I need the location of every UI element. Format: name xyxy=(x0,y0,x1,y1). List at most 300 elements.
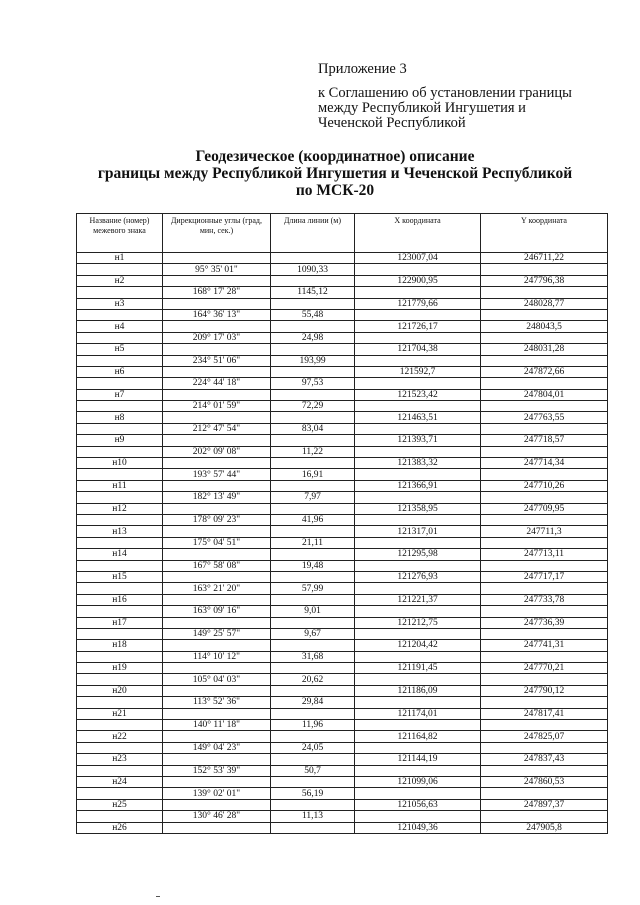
cell-angle xyxy=(163,526,271,537)
cell-angle xyxy=(163,549,271,560)
cell-angle: 95° 35' 01" xyxy=(163,264,271,275)
table-row xyxy=(77,309,608,320)
cell-y xyxy=(481,674,608,685)
cell-length xyxy=(271,822,355,833)
cell-name: н21 xyxy=(77,708,163,719)
cell-name: н12 xyxy=(77,503,163,514)
cell-x: 121523,42 xyxy=(355,389,481,400)
cell-x xyxy=(355,651,481,662)
cell-x xyxy=(355,401,481,412)
cell-length: 97,53 xyxy=(271,378,355,389)
cell-y: 247796,38 xyxy=(481,275,608,286)
cell-length: 1145,12 xyxy=(271,287,355,298)
table-row xyxy=(77,583,608,594)
table-row xyxy=(77,788,608,799)
cell-x: 121099,06 xyxy=(355,776,481,787)
cell-angle: 163° 09' 16" xyxy=(163,606,271,617)
heading-line: границы между Республикой Ингушетия и Чеченской Республикой xyxy=(97,165,573,182)
cell-angle xyxy=(163,731,271,742)
cell-angle xyxy=(163,776,271,787)
cell-angle xyxy=(163,344,271,355)
cell-name: н26 xyxy=(77,822,163,833)
cell-angle xyxy=(163,822,271,833)
table-row xyxy=(77,754,608,765)
table-header-row xyxy=(77,214,608,253)
cell-name: н2 xyxy=(77,275,163,286)
cell-x xyxy=(355,720,481,731)
cell-angle: 178° 09' 23" xyxy=(163,514,271,525)
cell-x: 121726,17 xyxy=(355,321,481,332)
table-row xyxy=(77,321,608,332)
cell-name xyxy=(77,765,163,776)
table-row xyxy=(77,685,608,696)
cell-y: 246711,22 xyxy=(481,253,608,264)
cell-angle: 193° 57' 44" xyxy=(163,469,271,480)
cell-angle: 163° 21' 20" xyxy=(163,583,271,594)
table-row xyxy=(77,355,608,366)
table-row xyxy=(77,412,608,423)
cell-angle: 234° 51' 06" xyxy=(163,355,271,366)
cell-y: 247825,07 xyxy=(481,731,608,742)
cell-name: н7 xyxy=(77,389,163,400)
cell-x xyxy=(355,560,481,571)
cell-y xyxy=(481,423,608,434)
table-row xyxy=(77,628,608,639)
cell-angle: 209° 17' 03" xyxy=(163,332,271,343)
page-mark xyxy=(156,896,160,897)
table-row xyxy=(77,253,608,264)
cell-name: н20 xyxy=(77,685,163,696)
cell-x: 121383,32 xyxy=(355,458,481,469)
cell-x: 121174,01 xyxy=(355,708,481,719)
cell-name: н4 xyxy=(77,321,163,332)
cell-length: 31,68 xyxy=(271,651,355,662)
cell-name xyxy=(77,423,163,434)
cell-angle: 175° 04' 51" xyxy=(163,537,271,548)
cell-angle: 202° 09' 08" xyxy=(163,446,271,457)
cell-angle: 152° 53' 39" xyxy=(163,765,271,776)
cell-name xyxy=(77,720,163,731)
heading-line: по МСК-20 xyxy=(295,182,375,199)
cell-y xyxy=(481,697,608,708)
cell-length xyxy=(271,253,355,264)
cell-length: 72,29 xyxy=(271,401,355,412)
cell-angle xyxy=(163,685,271,696)
cell-name: н17 xyxy=(77,617,163,628)
cell-angle xyxy=(163,458,271,469)
table-row xyxy=(77,480,608,491)
cell-y xyxy=(481,537,608,548)
document-heading xyxy=(60,148,610,199)
cell-length: 50,7 xyxy=(271,765,355,776)
cell-x xyxy=(355,264,481,275)
table-body xyxy=(77,253,608,834)
cell-angle: 212° 47' 54" xyxy=(163,423,271,434)
cell-y xyxy=(481,628,608,639)
cell-angle xyxy=(163,253,271,264)
cell-y: 247860,53 xyxy=(481,776,608,787)
appendix-line: Чеченской Республикой xyxy=(318,115,466,131)
cell-name xyxy=(77,446,163,457)
cell-name: н1 xyxy=(77,253,163,264)
cell-y: 247741,31 xyxy=(481,640,608,651)
cell-y: 247718,57 xyxy=(481,435,608,446)
cell-length: 1090,33 xyxy=(271,264,355,275)
cell-angle: 167° 58' 08" xyxy=(163,560,271,571)
cell-angle xyxy=(163,663,271,674)
cell-y: 247790,12 xyxy=(481,685,608,696)
cell-length: 55,48 xyxy=(271,309,355,320)
header-name: Название (номер) межевого знака xyxy=(77,214,163,253)
cell-name xyxy=(77,788,163,799)
cell-name xyxy=(77,606,163,617)
cell-length xyxy=(271,571,355,582)
cell-x: 121056,63 xyxy=(355,799,481,810)
cell-y: 248043,5 xyxy=(481,321,608,332)
table-row xyxy=(77,366,608,377)
table-row xyxy=(77,389,608,400)
cell-x xyxy=(355,606,481,617)
cell-length: 11,96 xyxy=(271,720,355,731)
header-y: Y координата xyxy=(481,214,608,253)
cell-y xyxy=(481,492,608,503)
cell-length xyxy=(271,503,355,514)
cell-x xyxy=(355,583,481,594)
cell-x xyxy=(355,309,481,320)
cell-y xyxy=(481,651,608,662)
cell-x: 121779,66 xyxy=(355,298,481,309)
cell-x: 121276,93 xyxy=(355,571,481,582)
appendix-title: Приложение 3 xyxy=(318,61,407,77)
cell-x xyxy=(355,674,481,685)
cell-x: 121212,75 xyxy=(355,617,481,628)
cell-x xyxy=(355,446,481,457)
table-row xyxy=(77,492,608,503)
cell-y: 247733,78 xyxy=(481,594,608,605)
cell-y xyxy=(481,765,608,776)
cell-x: 121221,37 xyxy=(355,594,481,605)
cell-length: 9,67 xyxy=(271,628,355,639)
cell-length xyxy=(271,526,355,537)
cell-name xyxy=(77,492,163,503)
cell-length xyxy=(271,799,355,810)
cell-y xyxy=(481,469,608,480)
cell-angle: 149° 25' 57" xyxy=(163,628,271,639)
cell-length: 83,04 xyxy=(271,423,355,434)
cell-angle xyxy=(163,321,271,332)
cell-length: 20,62 xyxy=(271,674,355,685)
cell-name: н19 xyxy=(77,663,163,674)
cell-angle: 164° 36' 13" xyxy=(163,309,271,320)
cell-angle xyxy=(163,594,271,605)
cell-length xyxy=(271,480,355,491)
cell-angle: 182° 13' 49" xyxy=(163,492,271,503)
cell-y: 247804,01 xyxy=(481,389,608,400)
cell-y xyxy=(481,401,608,412)
cell-x: 123007,04 xyxy=(355,253,481,264)
table-row xyxy=(77,811,608,822)
cell-name: н9 xyxy=(77,435,163,446)
cell-name xyxy=(77,401,163,412)
cell-x: 121358,95 xyxy=(355,503,481,514)
table-row xyxy=(77,275,608,286)
cell-length xyxy=(271,435,355,446)
cell-length: 19,48 xyxy=(271,560,355,571)
table-row xyxy=(77,560,608,571)
appendix-line: между Республикой Ингушетия и xyxy=(318,100,526,116)
cell-y xyxy=(481,560,608,571)
cell-name xyxy=(77,674,163,685)
table-row xyxy=(77,731,608,742)
cell-x: 121592,7 xyxy=(355,366,481,377)
cell-length xyxy=(271,640,355,651)
cell-x xyxy=(355,492,481,503)
cell-length xyxy=(271,776,355,787)
table-row xyxy=(77,663,608,674)
cell-name: н16 xyxy=(77,594,163,605)
table-row xyxy=(77,378,608,389)
cell-y xyxy=(481,742,608,753)
table-row xyxy=(77,549,608,560)
cell-y: 247711,3 xyxy=(481,526,608,537)
cell-y xyxy=(481,583,608,594)
cell-x xyxy=(355,332,481,343)
cell-angle xyxy=(163,754,271,765)
cell-x: 121393,71 xyxy=(355,435,481,446)
cell-angle: 114° 10' 12" xyxy=(163,651,271,662)
cell-length xyxy=(271,321,355,332)
cell-x: 121317,01 xyxy=(355,526,481,537)
table-row xyxy=(77,503,608,514)
cell-angle xyxy=(163,435,271,446)
cell-length: 16,91 xyxy=(271,469,355,480)
cell-x: 121144,19 xyxy=(355,754,481,765)
cell-y xyxy=(481,378,608,389)
table-row xyxy=(77,720,608,731)
cell-x xyxy=(355,628,481,639)
cell-angle xyxy=(163,389,271,400)
cell-y xyxy=(481,309,608,320)
cell-x xyxy=(355,514,481,525)
cell-y: 247713,11 xyxy=(481,549,608,560)
table-row xyxy=(77,332,608,343)
cell-length xyxy=(271,617,355,628)
cell-angle xyxy=(163,298,271,309)
cell-x xyxy=(355,788,481,799)
table-row xyxy=(77,469,608,480)
cell-y xyxy=(481,606,608,617)
cell-length xyxy=(271,685,355,696)
cell-y: 247717,17 xyxy=(481,571,608,582)
cell-angle xyxy=(163,366,271,377)
table-row xyxy=(77,526,608,537)
cell-length xyxy=(271,344,355,355)
cell-y: 247817,41 xyxy=(481,708,608,719)
cell-name: н24 xyxy=(77,776,163,787)
cell-name xyxy=(77,628,163,639)
cell-y xyxy=(481,720,608,731)
header-x: X координата xyxy=(355,214,481,253)
cell-length: 7,97 xyxy=(271,492,355,503)
cell-y xyxy=(481,514,608,525)
cell-angle xyxy=(163,617,271,628)
cell-length: 24,98 xyxy=(271,332,355,343)
cell-name: н14 xyxy=(77,549,163,560)
cell-angle xyxy=(163,708,271,719)
cell-x xyxy=(355,469,481,480)
cell-angle xyxy=(163,412,271,423)
cell-angle xyxy=(163,799,271,810)
table-row xyxy=(77,401,608,412)
cell-name xyxy=(77,514,163,525)
cell-name xyxy=(77,378,163,389)
cell-x: 122900,95 xyxy=(355,275,481,286)
heading-line: Геодезическое (координатное) описание xyxy=(195,148,475,165)
cell-x: 121204,42 xyxy=(355,640,481,651)
cell-name: н8 xyxy=(77,412,163,423)
cell-y xyxy=(481,264,608,275)
cell-x xyxy=(355,537,481,548)
cell-name xyxy=(77,469,163,480)
cell-length: 24,05 xyxy=(271,742,355,753)
cell-x xyxy=(355,811,481,822)
cell-angle: 140° 11' 18" xyxy=(163,720,271,731)
cell-name xyxy=(77,264,163,275)
cell-length: 21,11 xyxy=(271,537,355,548)
table-row xyxy=(77,435,608,446)
cell-name xyxy=(77,287,163,298)
cell-y: 247897,37 xyxy=(481,799,608,810)
cell-x xyxy=(355,697,481,708)
table-row xyxy=(77,446,608,457)
cell-x: 121186,09 xyxy=(355,685,481,696)
cell-name xyxy=(77,742,163,753)
cell-angle: 139° 02' 01" xyxy=(163,788,271,799)
table-row xyxy=(77,640,608,651)
cell-length: 9,01 xyxy=(271,606,355,617)
cell-name xyxy=(77,651,163,662)
cell-y xyxy=(481,355,608,366)
cell-name: н5 xyxy=(77,344,163,355)
header-angle: Дирекционные углы (град, мин, сек.) xyxy=(163,214,271,253)
table-row xyxy=(77,298,608,309)
cell-name: н15 xyxy=(77,571,163,582)
cell-y: 247709,95 xyxy=(481,503,608,514)
cell-angle xyxy=(163,571,271,582)
cell-y: 247905,8 xyxy=(481,822,608,833)
cell-angle xyxy=(163,275,271,286)
cell-name: н10 xyxy=(77,458,163,469)
cell-y: 247837,43 xyxy=(481,754,608,765)
cell-angle xyxy=(163,480,271,491)
table-row xyxy=(77,606,608,617)
cell-name xyxy=(77,332,163,343)
cell-length: 193,99 xyxy=(271,355,355,366)
cell-name: н3 xyxy=(77,298,163,309)
cell-length xyxy=(271,366,355,377)
cell-x xyxy=(355,742,481,753)
cell-name xyxy=(77,811,163,822)
cell-angle xyxy=(163,503,271,514)
cell-y xyxy=(481,446,608,457)
cell-angle: 214° 01' 59" xyxy=(163,401,271,412)
table-row xyxy=(77,423,608,434)
cell-name: н13 xyxy=(77,526,163,537)
cell-x xyxy=(355,765,481,776)
table-row xyxy=(77,776,608,787)
cell-angle: 149° 04' 23" xyxy=(163,742,271,753)
table-row xyxy=(77,742,608,753)
cell-name: н25 xyxy=(77,799,163,810)
cell-length xyxy=(271,663,355,674)
cell-x xyxy=(355,287,481,298)
cell-x: 121049,36 xyxy=(355,822,481,833)
cell-y: 248031,28 xyxy=(481,344,608,355)
cell-name xyxy=(77,560,163,571)
cell-length xyxy=(271,298,355,309)
table-row xyxy=(77,594,608,605)
cell-angle: 113° 52' 36" xyxy=(163,697,271,708)
cell-x: 121164,82 xyxy=(355,731,481,742)
cell-length: 57,99 xyxy=(271,583,355,594)
coordinates-table xyxy=(76,213,608,834)
cell-name xyxy=(77,355,163,366)
cell-y: 247714,34 xyxy=(481,458,608,469)
cell-angle: 105° 04' 03" xyxy=(163,674,271,685)
cell-y: 247872,66 xyxy=(481,366,608,377)
cell-x: 121366,91 xyxy=(355,480,481,491)
table-row xyxy=(77,697,608,708)
cell-x xyxy=(355,423,481,434)
cell-length: 29,84 xyxy=(271,697,355,708)
cell-length: 41,96 xyxy=(271,514,355,525)
table-row xyxy=(77,514,608,525)
table-row xyxy=(77,822,608,833)
table-row xyxy=(77,674,608,685)
cell-length: 11,13 xyxy=(271,811,355,822)
cell-name xyxy=(77,583,163,594)
cell-length xyxy=(271,731,355,742)
cell-name: н6 xyxy=(77,366,163,377)
cell-length: 11,22 xyxy=(271,446,355,457)
table-row xyxy=(77,264,608,275)
table-row xyxy=(77,287,608,298)
cell-x: 121463,51 xyxy=(355,412,481,423)
table-row xyxy=(77,765,608,776)
cell-length xyxy=(271,389,355,400)
cell-length xyxy=(271,549,355,560)
cell-length xyxy=(271,458,355,469)
cell-y: 247736,39 xyxy=(481,617,608,628)
cell-length xyxy=(271,754,355,765)
cell-y: 247770,21 xyxy=(481,663,608,674)
cell-angle xyxy=(163,640,271,651)
header-length: Длина линии (м) xyxy=(271,214,355,253)
appendix-line: к Соглашению об установлении границы xyxy=(318,85,572,101)
cell-angle: 224° 44' 18" xyxy=(163,378,271,389)
cell-length xyxy=(271,594,355,605)
cell-name xyxy=(77,537,163,548)
cell-y xyxy=(481,287,608,298)
cell-length xyxy=(271,412,355,423)
cell-length: 56,19 xyxy=(271,788,355,799)
cell-name: н11 xyxy=(77,480,163,491)
cell-x: 121704,38 xyxy=(355,344,481,355)
table-row xyxy=(77,617,608,628)
cell-y xyxy=(481,332,608,343)
table-row xyxy=(77,651,608,662)
cell-name: н23 xyxy=(77,754,163,765)
